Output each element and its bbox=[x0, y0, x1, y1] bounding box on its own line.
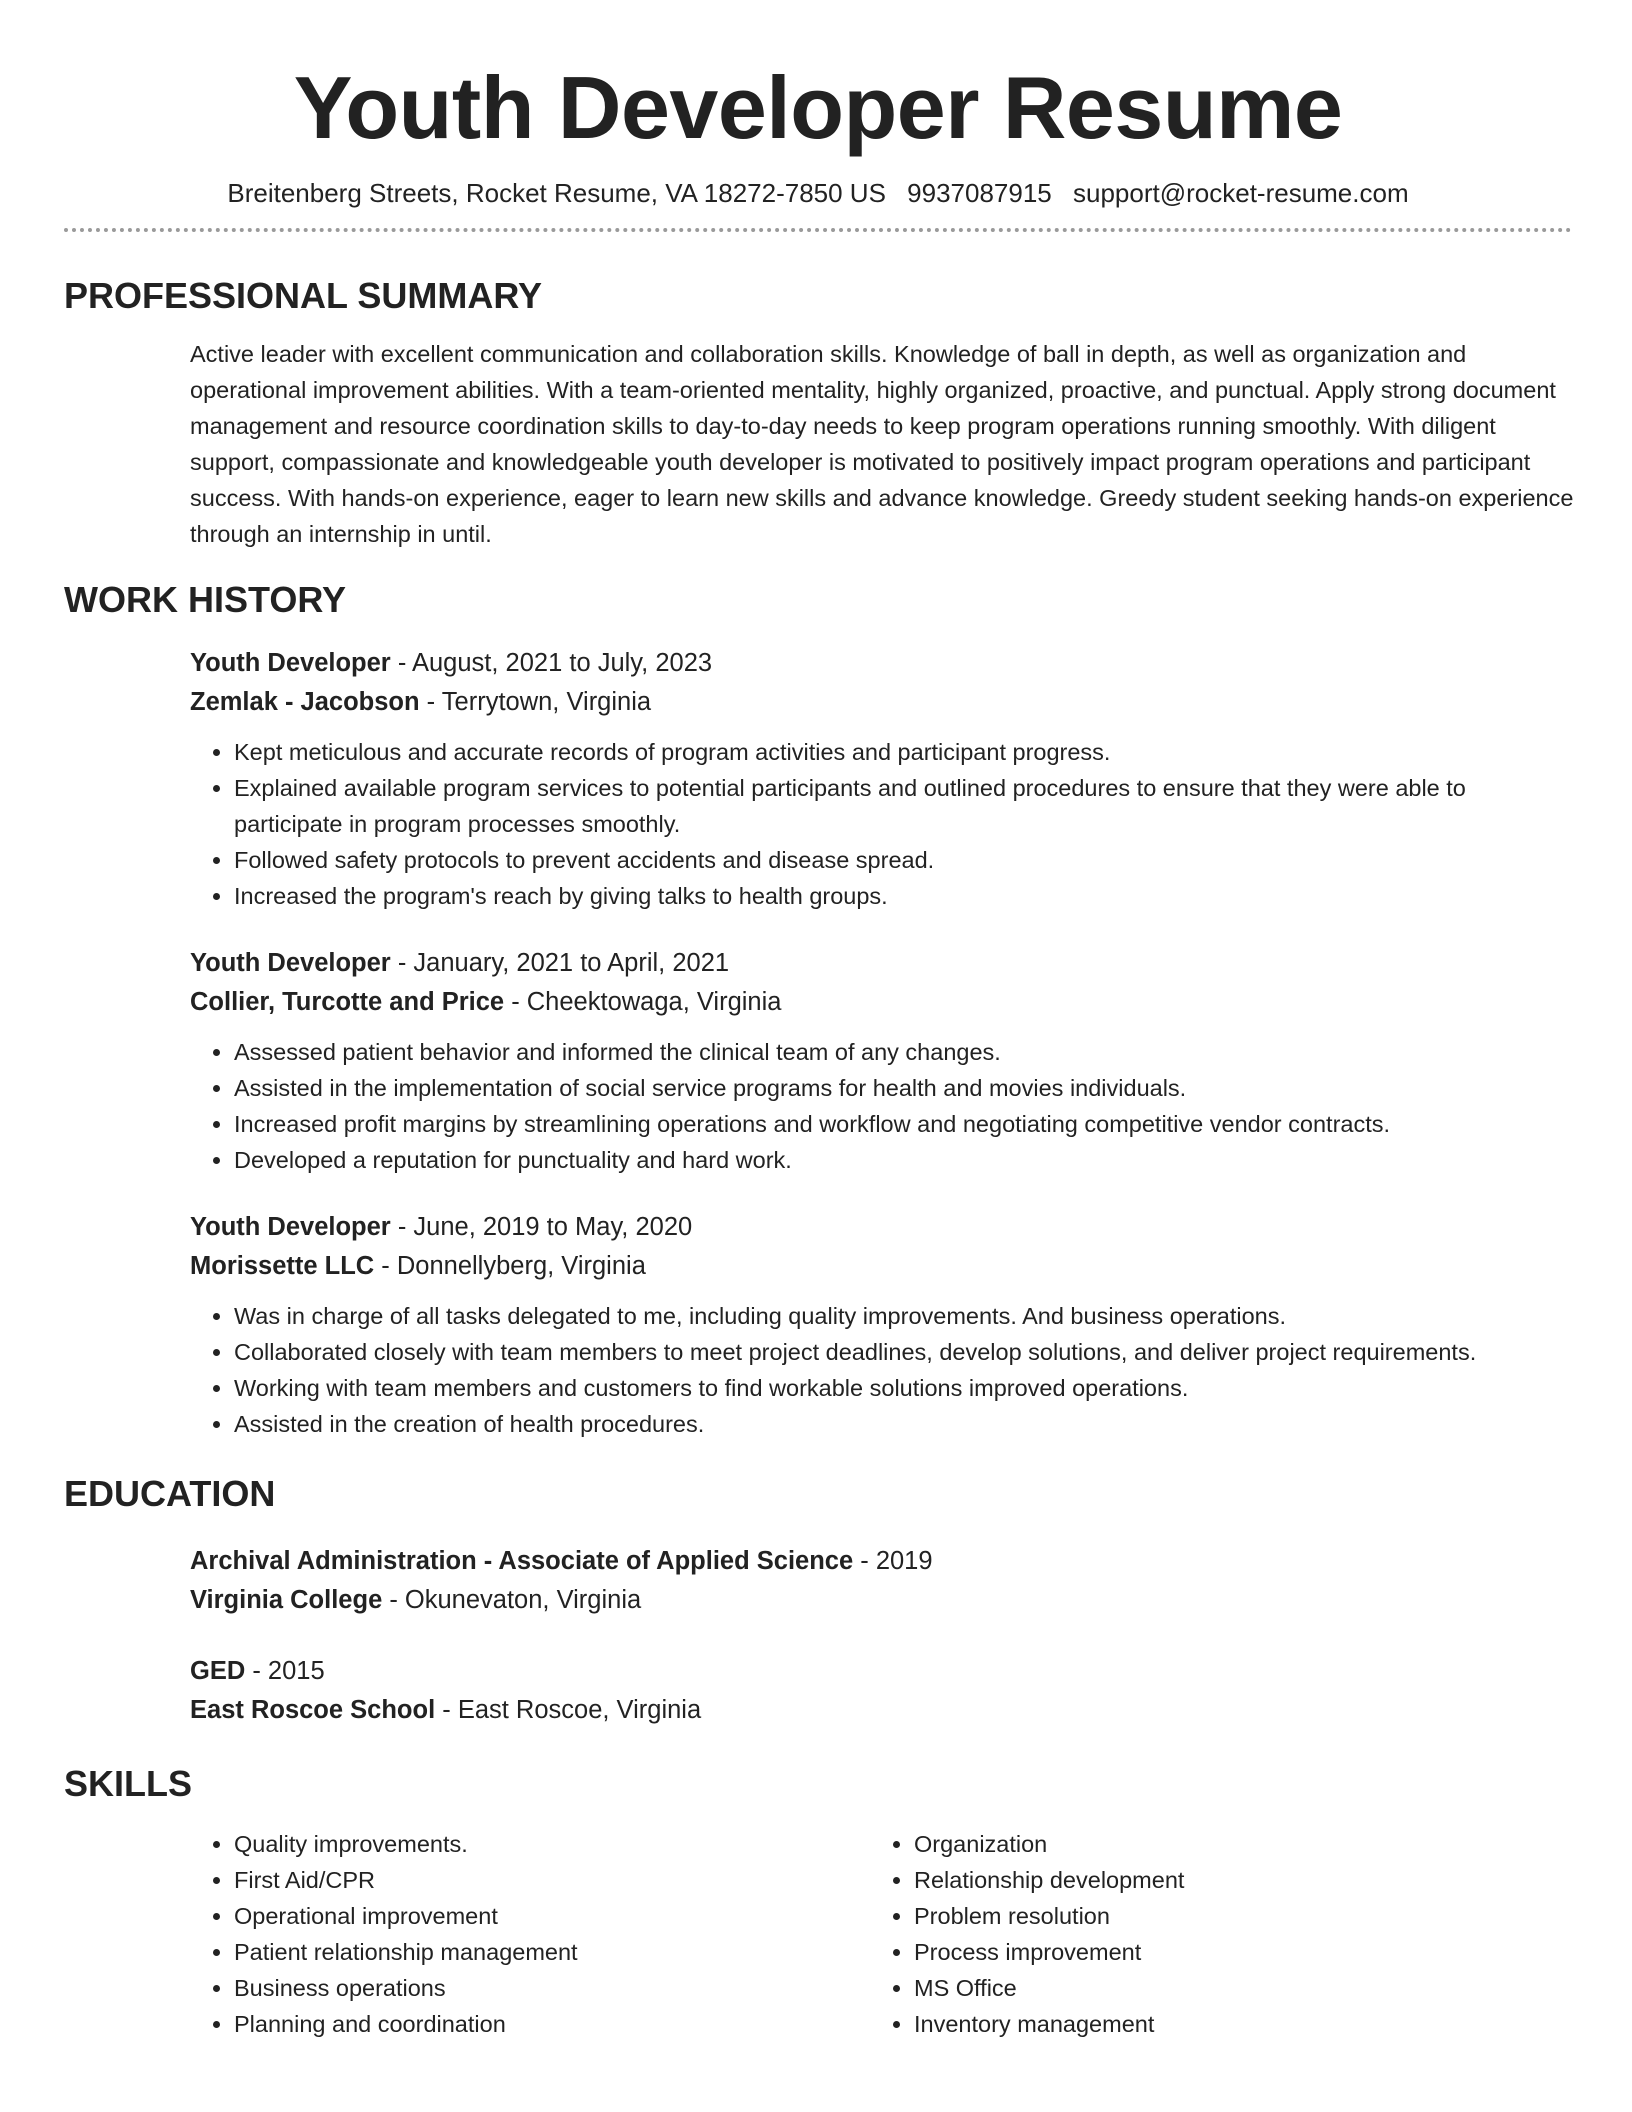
skill-item: • MS Office bbox=[914, 1970, 1550, 2006]
job-company: Morissette LLC bbox=[190, 1252, 375, 1280]
job-title: Youth Developer bbox=[190, 649, 391, 677]
job-bullet: • Increased profit margins by streamlining operations and workflow and negotiating competitive vendor contracts. bbox=[234, 1106, 1572, 1142]
job-company-line bbox=[190, 683, 1572, 722]
skill-item: • First Aid/CPR bbox=[234, 1862, 870, 1898]
work-history-heading: WORK HISTORY bbox=[64, 579, 347, 620]
degree-year: - 2015 bbox=[245, 1657, 325, 1685]
skill-item: • Business operations bbox=[234, 1970, 870, 2006]
contact-address: Breitenberg Streets, Rocket Resume, VA 18272-7850 US bbox=[227, 178, 886, 208]
skill-item: • Quality improvements. bbox=[234, 1826, 870, 1862]
contact-email: support@rocket-resume.com bbox=[1073, 178, 1409, 208]
school-line bbox=[190, 1691, 1572, 1730]
degree-name: Archival Administration - Associate of Applied Science bbox=[190, 1547, 854, 1575]
education-entry bbox=[190, 1542, 1572, 1620]
school-line bbox=[190, 1581, 1572, 1620]
resume-page bbox=[64, 0, 1572, 2042]
degree-name: GED bbox=[190, 1657, 246, 1685]
job-bullet: • Assisted in the creation of health procedures. bbox=[234, 1406, 1572, 1442]
skills-heading: SKILLS bbox=[64, 1763, 193, 1804]
job-bullet: • Assessed patient behavior and informed the clinical team of any changes. bbox=[234, 1034, 1572, 1070]
job-title-line bbox=[190, 1208, 1572, 1247]
job-company: Collier, Turcotte and Price bbox=[190, 988, 505, 1016]
job-location: - Terrytown, Virginia bbox=[419, 688, 652, 716]
job-bullets bbox=[190, 1034, 1572, 1178]
job-location: - Donnellyberg, Virginia bbox=[374, 1252, 646, 1280]
job-entry bbox=[190, 944, 1572, 1178]
skill-item: • Problem resolution bbox=[914, 1898, 1550, 1934]
job-entry bbox=[190, 644, 1572, 914]
education-heading: EDUCATION bbox=[64, 1473, 276, 1514]
skills-column-right bbox=[870, 1826, 1550, 2042]
school-location: - East Roscoe, Virginia bbox=[435, 1696, 702, 1724]
degree-line bbox=[190, 1542, 1572, 1581]
degree-line bbox=[190, 1652, 1572, 1691]
job-bullet: • Assisted in the implementation of social service programs for health and movies individuals. bbox=[234, 1070, 1572, 1106]
skill-item: • Operational improvement bbox=[234, 1898, 870, 1934]
skills-grid bbox=[190, 1826, 1580, 2042]
job-entry bbox=[190, 1208, 1572, 1442]
job-bullet: • Collaborated closely with team members to meet project deadlines, develop solutions, and deliver project requirements. bbox=[234, 1334, 1572, 1370]
job-company-line bbox=[190, 983, 1572, 1022]
job-bullets bbox=[190, 734, 1572, 914]
job-bullet: • Explained available program services to potential participants and outlined procedures to ensure that they were able to participate in program processes smoothly. bbox=[234, 770, 1572, 842]
header-divider bbox=[64, 228, 1572, 232]
education-list bbox=[190, 1542, 1572, 1730]
degree-year: - 2019 bbox=[853, 1547, 933, 1575]
job-title: Youth Developer bbox=[190, 949, 391, 977]
job-title: Youth Developer bbox=[190, 1213, 391, 1241]
contact-line bbox=[64, 176, 1572, 210]
job-dates: - June, 2019 to May, 2020 bbox=[390, 1213, 693, 1241]
work-history-list bbox=[190, 644, 1572, 1442]
skill-item: • Inventory management bbox=[914, 2006, 1550, 2042]
school-name: Virginia College bbox=[190, 1586, 383, 1614]
job-dates: - August, 2021 to July, 2023 bbox=[390, 649, 713, 677]
school-name: East Roscoe School bbox=[190, 1696, 436, 1724]
skill-item: • Patient relationship management bbox=[234, 1934, 870, 1970]
summary-heading: PROFESSIONAL SUMMARY bbox=[64, 275, 543, 316]
summary-text: Active leader with excellent communication and collaboration skills. Knowledge of ball in depth, as well as organization and operational improvement abilities. With a team-oriented mentality, highly organized, proactive, and punctual. Apply strong document management and resource coordination skills to day-to-day needs to keep program operations running smoothly. With diligent support, compassionate and knowledgeable youth developer is motivated to positively impact program operations and participant success. With hands-on experience, eager to learn new skills and advance knowledge. Greedy student seeking hands-on experience through an internship in until. bbox=[190, 341, 1574, 547]
job-bullet: • Followed safety protocols to prevent accidents and disease spread. bbox=[234, 842, 1572, 878]
job-title-line bbox=[190, 944, 1572, 983]
job-bullets bbox=[190, 1298, 1572, 1442]
skill-item: • Planning and coordination bbox=[234, 2006, 870, 2042]
skill-item: • Process improvement bbox=[914, 1934, 1550, 1970]
job-bullet: • Working with team members and customers to find workable solutions improved operations. bbox=[234, 1370, 1572, 1406]
job-location: - Cheektowaga, Virginia bbox=[504, 988, 782, 1016]
resume-title: Youth Developer Resume bbox=[293, 58, 1343, 157]
job-company: Zemlak - Jacobson bbox=[190, 688, 420, 716]
skill-item: • Relationship development bbox=[914, 1862, 1550, 1898]
school-location: - Okunevaton, Virginia bbox=[382, 1586, 642, 1614]
contact-phone: 9937087915 bbox=[907, 178, 1052, 208]
job-bullet: • Increased the program's reach by giving talks to health groups. bbox=[234, 878, 1572, 914]
job-bullet: • Developed a reputation for punctuality and hard work. bbox=[234, 1142, 1572, 1178]
job-bullet: • Kept meticulous and accurate records of program activities and participant progress. bbox=[234, 734, 1572, 770]
job-company-line bbox=[190, 1247, 1572, 1286]
job-bullet: • Was in charge of all tasks delegated to me, including quality improvements. And business operations. bbox=[234, 1298, 1572, 1334]
skills-column-left bbox=[190, 1826, 870, 2042]
job-title-line bbox=[190, 644, 1572, 683]
skill-item: • Organization bbox=[914, 1826, 1550, 1862]
education-entry bbox=[190, 1652, 1572, 1730]
job-dates: - January, 2021 to April, 2021 bbox=[390, 949, 730, 977]
